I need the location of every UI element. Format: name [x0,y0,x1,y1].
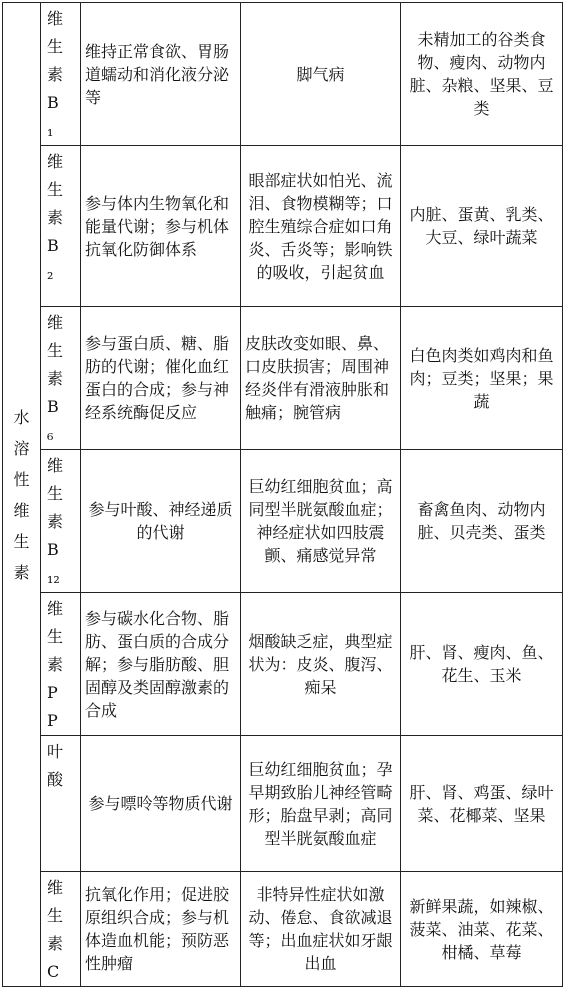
sources-cell: 新鲜果蔬，如辣椒、菠菜、油菜、花菜、柑橘、草莓 [401,872,563,987]
deficiency-cell: 巨幼红细胞贫血；高同型半胱氨酸血症；神经症状如四肢震颤、痛感觉异常 [241,450,401,593]
vitamin-name-cell [41,736,81,872]
table-row [3,307,563,450]
vitamin-name: 维生素B₁ [47,9,64,140]
sources-cell: 白色肉类如鸡肉和鱼肉；豆类；坚果；果蔬 [401,307,563,450]
table-row [3,593,563,736]
function-cell: 参与碳水化合物、脂肪、蛋白质的合成分解；参与脂肪酸、胆固醇及类固醇激素的合成 [81,593,241,736]
vitamin-name-cell [41,3,81,146]
category-cell [3,3,41,987]
water-soluble-vitamin-table [2,2,563,987]
table-row [3,872,563,987]
sources-cell: 肝、肾、瘦肉、鱼、花生、玉米 [401,593,563,736]
table-row [3,3,563,146]
deficiency-cell: 巨幼红细胞贫血；孕早期致胎儿神经管畸形；胎盘早剥；高同型半胱氨酸血症 [241,736,401,872]
vitamin-name-cell [41,146,81,307]
table-row [3,450,563,593]
category-label: 水溶性维生素 [13,407,30,582]
function-cell: 参与叶酸、神经递质的代谢 [81,450,241,593]
function-cell: 参与嘌呤等物质代谢 [81,736,241,872]
deficiency-cell: 非特异性症状如激动、倦怠、食欲减退等；出血症状如牙龈出血 [241,872,401,987]
deficiency-cell: 眼部症状如怕光、流泪、食物模糊等；口腔生殖综合症如口角炎、舌炎等；影响铁的吸收，引起贫血 [241,146,401,307]
vitamin-name-cell [41,450,81,593]
vitamin-name: 维生素B₆ [47,313,64,444]
vitamin-name: 维生素PP [47,599,64,730]
sources-cell: 肝、肾、鸡蛋、绿叶菜、花椰菜、坚果 [401,736,563,872]
table-row [3,736,563,872]
deficiency-cell: 脚气病 [241,3,401,146]
vitamin-name-cell [41,307,81,450]
sources-cell: 未精加工的谷类食物、瘦肉、动物内脏、杂粮、坚果、豆类 [401,3,563,146]
vitamin-name: 叶酸 [47,742,64,789]
vitamin-name: 维生素C [47,878,64,981]
table-row [3,146,563,307]
deficiency-cell: 烟酸缺乏症，典型症状为：皮炎、腹泻、痴呆 [241,593,401,736]
vitamin-name-cell [41,593,81,736]
sources-cell: 畜禽鱼肉、动物内脏、贝壳类、蛋类 [401,450,563,593]
vitamin-name: 维生素B₁₂ [47,456,64,587]
sources-cell: 内脏、蛋黄、乳类、大豆、绿叶蔬菜 [401,146,563,307]
deficiency-cell: 皮肤改变如眼、鼻、口皮肤损害；周围神经炎伴有滑液肿胀和触痛；腕管病 [241,307,401,450]
function-cell: 维持正常食欲、胃肠道蠕动和消化液分泌等 [81,3,241,146]
function-cell: 抗氧化作用；促进胶原组织合成；参与机体造血机能；预防恶性肿瘤 [81,872,241,987]
function-cell: 参与体内生物氧化和能量代谢；参与机体抗氧化防御体系 [81,146,241,307]
vitamin-name-cell [41,872,81,987]
function-cell: 参与蛋白质、糖、脂肪的代谢；催化血红蛋白的合成；参与神经系统酶促反应 [81,307,241,450]
vitamin-name: 维生素B₂ [47,152,64,283]
